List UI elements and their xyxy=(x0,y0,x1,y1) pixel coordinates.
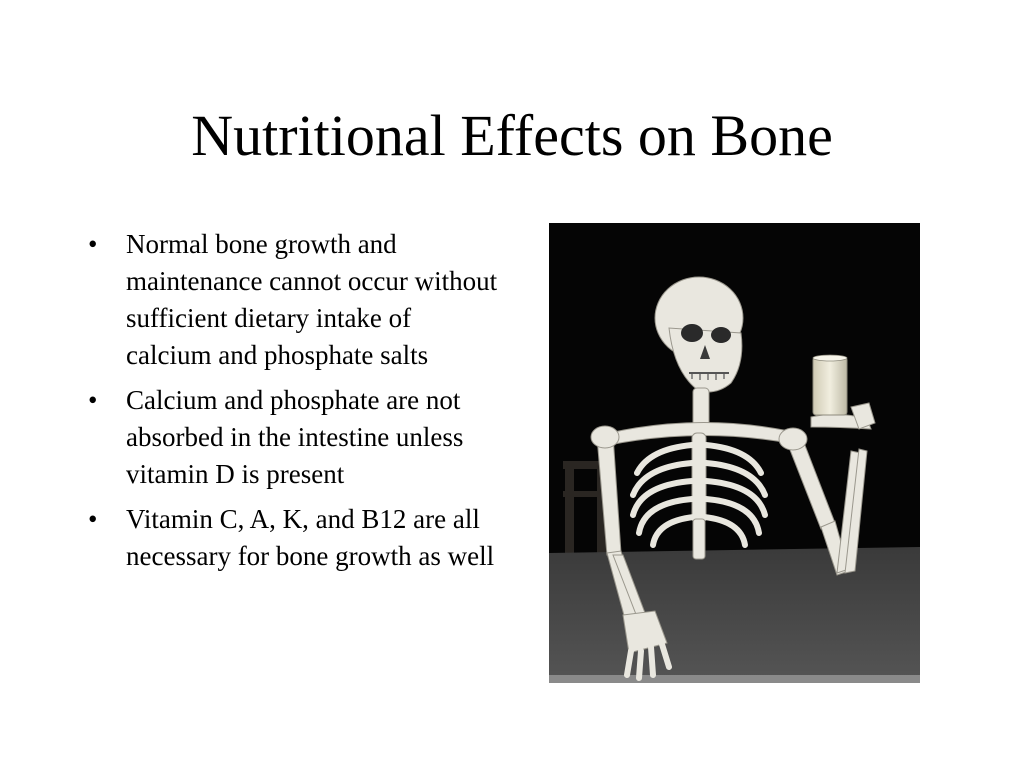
bullet-item-1 xyxy=(88,226,498,374)
skeleton-illustration xyxy=(549,223,920,683)
table xyxy=(549,547,920,683)
milk-glass xyxy=(813,355,847,415)
skeleton-milk-photo xyxy=(549,223,920,683)
bullet-text-3: Vitamin C, A, K, and B12 are all necessary for bone growth as well xyxy=(126,504,495,571)
bullet-text-1: Normal bone growth and maintenance cannot occur without sufficient dietary intake of calcium and phosphate salts xyxy=(126,229,498,370)
bullet-text-2: Calcium and phosphate are not absorbed in the intestine unless vitamin D is present xyxy=(126,385,464,489)
bullet-marker: • xyxy=(88,229,98,259)
slide-title: Nutritional Effects on Bone xyxy=(191,103,833,168)
bullet-item-3 xyxy=(88,501,498,575)
bullet-marker: • xyxy=(88,504,98,534)
bullet-item-2 xyxy=(88,382,498,493)
bullet-marker: • xyxy=(88,385,98,415)
bullet-list xyxy=(88,226,498,583)
